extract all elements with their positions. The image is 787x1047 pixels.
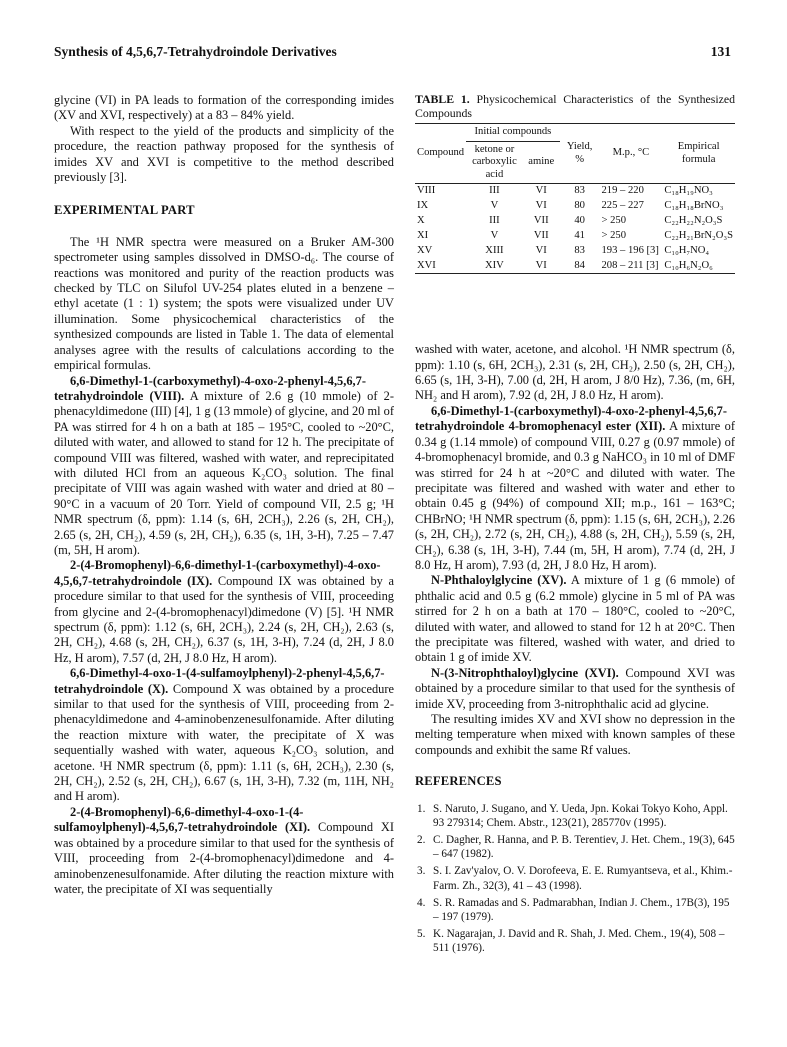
cell-mp: 208 – 211 [3] bbox=[599, 258, 662, 273]
cell-mp: > 250 bbox=[601, 229, 626, 241]
cell-ketone: III bbox=[489, 214, 500, 226]
reference-text: S. R. Ramadas and S. Padmarabhan, Indian J. Chem., 17B(3), 195 – 197 (1979). bbox=[433, 896, 730, 924]
header-yield: Yield, % bbox=[560, 124, 600, 184]
compound-x-name: 6,6-Dimethyl-4-oxo-1-(4-sulfamoylphenyl)-2-phenyl-4,5,6,7-tetrahydroindole (X). bbox=[54, 666, 385, 696]
cell-compound: X bbox=[417, 214, 425, 226]
cell-compound: IX bbox=[417, 200, 429, 212]
page-number: 131 bbox=[710, 44, 731, 59]
cell-compound: XVI bbox=[415, 258, 466, 273]
header-ketone: ketone or carboxylic acid bbox=[466, 141, 523, 184]
header-initial-compounds: Initial compounds bbox=[466, 124, 560, 142]
compound-xvi-paragraph bbox=[415, 666, 735, 712]
compound-xii-text: A mixture of 0.34 g (1.14 mmole) of compound VIII, 0.27 g (0.97 mmole) of 4-bromophenacyl bromide, and 0.3 g NaHCO₃ in 10 ml of DMF was stirred for 24 h at ~20°C and diluted with water. The precipitate was filtered and washed with water and ether to obtain 0.45 g (94%) of compound XII; m.p., 161 – 163°C; CHBrNO; ¹H NMR spectrum (δ, ppm): 1.15 (s, 6H, 2CH₃), 2.26 (s, 2H, CH₂), 2.72 (s, 2H, CH₂), 4.88 (s, 2H, CH₂), 5.59 (s, 2H, CH₂), 6.38 (s, 1H, 3-H), 7.44 (m, 5H, H arom), 7.74 (d, 2H, J 8.0 Hz, H arom), 7.93 (d, 2H, J 8.0 Hz, H arom). bbox=[415, 419, 735, 572]
reference-text: K. Nagarajan, J. David and R. Shah, J. Med. Chem., 19(4), 508 – 511 (1976). bbox=[433, 928, 725, 955]
compound-xvi-name: N-(3-Nitrophthaloyl)glycine (XVI). bbox=[431, 665, 619, 680]
reference-text: S. Naruto, J. Sugano, and Y. Ueda, Jpn. Kokai Tokyo Koho, Appl. 93 279314; Chem. Abstr., 123(21), 285770v (1995). bbox=[433, 802, 728, 829]
reference-item bbox=[415, 896, 735, 924]
cell-compound: VIII bbox=[417, 185, 436, 197]
compound-xvi-text: Compound XVI was obtained by a procedure similar to that used for the synthesis of imide XV, proceeding from 3-nitrophthalic acid ad glycine. bbox=[415, 665, 735, 711]
cell-formula: C₁₀H₆N₂O₆ bbox=[662, 258, 735, 273]
cell-formula: C₁₈H₁₉NO₃ bbox=[664, 185, 713, 197]
compound-viii-paragraph bbox=[54, 374, 394, 559]
cell-yield: 80 bbox=[574, 200, 585, 212]
cell-amine: VII bbox=[533, 229, 549, 241]
cell-yield: 83 bbox=[574, 185, 585, 197]
header-amine: amine bbox=[523, 141, 560, 184]
cell-ketone: III bbox=[489, 185, 500, 197]
cell-yield: 41 bbox=[574, 229, 585, 241]
cell-amine: VI bbox=[535, 244, 547, 256]
reference-number: 4. bbox=[417, 896, 426, 909]
compound-xii-paragraph bbox=[415, 404, 735, 573]
intro-paragraph-1: glycine (VI) in PA leads to formation of the corresponding imides (XV and XVI, respectively) at a 83 – 84% yield. bbox=[54, 93, 394, 123]
compound-xii-name: 6,6-Dimethyl-1-(carboxymethyl)-4-oxo-2-phenyl-4,5,6,7-tetrahydroindole 4-bromophenacyl ester (XII). bbox=[415, 403, 727, 434]
cell-mp: > 250 bbox=[601, 214, 626, 226]
compound-viii-text: A mixture of 2.6 g (10 mmole) of 2-phenacyldimedone (III) [4], 1 g (13 mmole) of glycine, and 20 ml of PA was stirred for 4 h on a bath at 185 – 195°C, cooled to ~20°C, diluted with water, and allowed to stand for 12 h. The precipitate of compound VIII was filtered, washed with water, and reprecipitated with diluted HCl from an aqueous K₂CO₃ solution. The final precipitate of VIII was again washed with water and dried at 80 – 90°C in a vacuum of 20 Torr. Yield of compound VII, 2.5 g; ¹H NMR spectrum (δ, ppm): 1.14 (s, 6H, 2CH₃), 2.26 (s, 2H, CH₂), 2.65 (s, 2H, CH₂), 4.59 (s, 2H, CH₂), 6.35 (s, 1H, 3-H), 7.25 – 7.47 (m, 5H, H arom). bbox=[54, 388, 395, 557]
cell-formula: C₁₀H₇NO₄ bbox=[664, 244, 710, 256]
compound-xv-text: A mixture of 1 g (6 mmole) of phthalic acid and 0.5 g (6.2 mmole) glycine in 5 ml of PA was stirred for 2 h on a bath at 170 – 180°C, cooled to ~20°C, diluted with water, and allowed to stand for 12 h at 20°C. Then the precipitate was filtered, washed with water, and dried to obtain 1 g of imide XV. bbox=[415, 573, 735, 665]
references-list bbox=[415, 802, 735, 956]
header-compound: Compound bbox=[415, 124, 466, 184]
reference-item bbox=[415, 927, 735, 955]
cell-yield: 40 bbox=[574, 214, 585, 226]
left-column bbox=[54, 93, 394, 897]
cell-amine: VII bbox=[533, 214, 549, 226]
table-row bbox=[415, 214, 735, 229]
compound-viii-name: 6,6-Dimethyl-1-(carboxymethyl)-4-oxo-2-phenyl-4,5,6,7-tetrahydroindole (VIII). bbox=[54, 373, 366, 403]
running-header bbox=[54, 44, 731, 64]
table-row bbox=[415, 258, 735, 273]
methods-paragraph: The ¹H NMR spectra were measured on a Bruker AM-300 spectrometer using samples dissolved in DMSO-d₆. The course of reactions was monitored and purity of the reaction products was checked by TLC on Silufol UV-254 plates eluted in a benzene – ethyl acetate (1 : 1) system; the spots were visualized under UV illumination. Some physicochemical characteristics of the synthesized compounds are listed in Table 1. The data of elemental analyses agree with the results of calculations according to the empirical formulas. bbox=[54, 234, 394, 373]
table-row bbox=[415, 199, 735, 214]
reference-text: C. Dagher, R. Hanna, and P. B. Terentiev, J. Het. Chem., 19(3), 645 – 647 (1982). bbox=[433, 834, 735, 861]
cell-compound: XV bbox=[417, 244, 433, 256]
cell-amine: VI bbox=[535, 200, 547, 212]
compound-ix-name: 2-(4-Bromophenyl)-6,6-dimethyl-1-(carboxymethyl)-4-oxo-4,5,6,7-tetrahydroindole (IX). bbox=[54, 558, 381, 588]
header-mp: M.p., °C bbox=[599, 124, 662, 184]
cell-ketone: XIV bbox=[466, 258, 523, 273]
table-row bbox=[415, 184, 735, 199]
reference-number: 5. bbox=[417, 928, 426, 941]
table-caption-text: Physicochemical Characteristics of the Synthesized Compounds bbox=[415, 92, 735, 120]
compound-ix-text: Compound IX was obtained by a procedure similar to that used for the synthesis of VIII, proceeding from glycine and 2-(4-bromophenacyl)dimedone (V) [5]. ¹H NMR spectrum (δ, ppm): 1.12 (s, 6H, 2CH₃), 2.24 (s, 2H, CH₂), 2.63 (s, 2H, CH₂), 4.68 (s, 2H, CH₂), 6.37 (s, 1H, 3-H), 7.24 (d, 2H, J 8.0 Hz, H arom), 7.57 (d, 2H, J 8.0 Hz, H arom). bbox=[54, 573, 394, 665]
compound-xv-name: N-Phthaloylglycine (XV). bbox=[431, 573, 567, 588]
cell-formula: C₂₂H₂₂N₂O₃S bbox=[664, 214, 723, 226]
cell-ketone: XIII bbox=[485, 244, 504, 256]
cell-yield: 83 bbox=[574, 244, 585, 256]
cell-compound: XI bbox=[417, 229, 429, 241]
cell-yield: 84 bbox=[560, 258, 600, 273]
table-row bbox=[415, 244, 735, 259]
compound-xv-paragraph bbox=[415, 573, 735, 665]
cell-mp: 193 – 196 [3] bbox=[601, 244, 659, 256]
cell-ketone: V bbox=[490, 229, 499, 241]
cell-formula: C₁₈H₁₈BrNO₃ bbox=[664, 200, 724, 212]
reference-text: S. I. Zav'yalov, O. V. Dorofeeva, E. E. Rumyantseva, et al., Khim.-Farm. Zh., 32(3), 41 – 43 (1998). bbox=[433, 865, 733, 892]
cell-amine: VI bbox=[523, 258, 560, 273]
compound-xi-text: Compound XI was obtained by a procedure similar to that used for the synthesis of VIII, proceeding from 2-(4-bromophenacyl)dimedone and 4-aminobenzenesulfonamide. After diluting the reaction mixture with water, the precipitate of XI was sequentially bbox=[54, 820, 394, 896]
reference-number: 2. bbox=[417, 834, 426, 847]
compound-x-paragraph bbox=[54, 666, 394, 805]
compound-xi-paragraph bbox=[54, 805, 394, 897]
header-formula: Empirical formula bbox=[662, 124, 735, 184]
cell-formula: C₂₂H₂₁BrN₂O₃S bbox=[664, 229, 733, 241]
compound-ix-paragraph bbox=[54, 558, 394, 666]
cell-mp: 225 – 227 bbox=[601, 200, 644, 212]
reference-number: 3. bbox=[417, 865, 426, 878]
compound-xi-name: 2-(4-Bromophenyl)-6,6-dimethyl-4-oxo-1-(4-sulfamoylphenyl)-4,5,6,7-tetrahydroindole (XI). bbox=[54, 804, 311, 835]
reference-number: 1. bbox=[417, 802, 426, 815]
reference-item bbox=[415, 864, 735, 892]
table-caption-label: TABLE 1. bbox=[415, 92, 470, 106]
compound-xi-continuation: washed with water, acetone, and alcohol. ¹H NMR spectrum (δ, ppm): 1.10 (s, 6H, 2CH₃), 2.31 (s, 2H, CH₂), 2.50 (s, 2H, CH₂), 6.65 (s, 1H, 3-H), 7.00 (d, 2H, H arom, J 8/0 Hz), 7.36, (m, 6H, NH₂ and H arom), 7.92 (d, 2H, J 8.0 Hz, H arom). bbox=[415, 342, 735, 403]
intro-paragraph-2: With respect to the yield of the products and simplicity of the procedure, the reaction pathway proposed for the synthesis of imides XV and XVI is competitive to the method described previously [3]. bbox=[54, 123, 394, 185]
closing-paragraph: The resulting imides XV and XVI show no depression in the melting temperature when mixed with known samples of these compounds and exhibit the same Rf values. bbox=[415, 712, 735, 757]
reference-item bbox=[415, 802, 735, 830]
reference-item bbox=[415, 833, 735, 861]
cell-amine: VI bbox=[535, 185, 547, 197]
running-title: Synthesis of 4,5,6,7-Tetrahydroindole Derivatives bbox=[54, 44, 337, 59]
table-caption bbox=[415, 92, 735, 120]
section-heading-experimental: EXPERIMENTAL PART bbox=[54, 203, 195, 218]
right-column bbox=[415, 92, 735, 959]
compound-x-text: Compound X was obtained by a procedure similar to that used for the synthesis of VIII, proceeding from 2-phenacyldimedone and 4-aminobenzenesulfonamide. After diluting the reaction mixture with water, the precipitate of X was sequentially washed with water, aqueous K₂CO₃ solution, and acetone. ¹H NMR spectrum (δ, ppm): 1.11 (s, 6H, 2CH₃), 2.30 (s, 2H, CH₂), 2.52 (s, 2H, CH₂), 6.67 (s, 1H, 3-H), 7.32 (m, 11H, NH₂ and H arom). bbox=[54, 681, 394, 804]
table-row bbox=[415, 229, 735, 244]
characteristics-table bbox=[415, 123, 735, 274]
cell-ketone: V bbox=[490, 200, 499, 212]
cell-mp: 219 – 220 bbox=[601, 185, 644, 197]
references-heading: REFERENCES bbox=[415, 774, 502, 789]
